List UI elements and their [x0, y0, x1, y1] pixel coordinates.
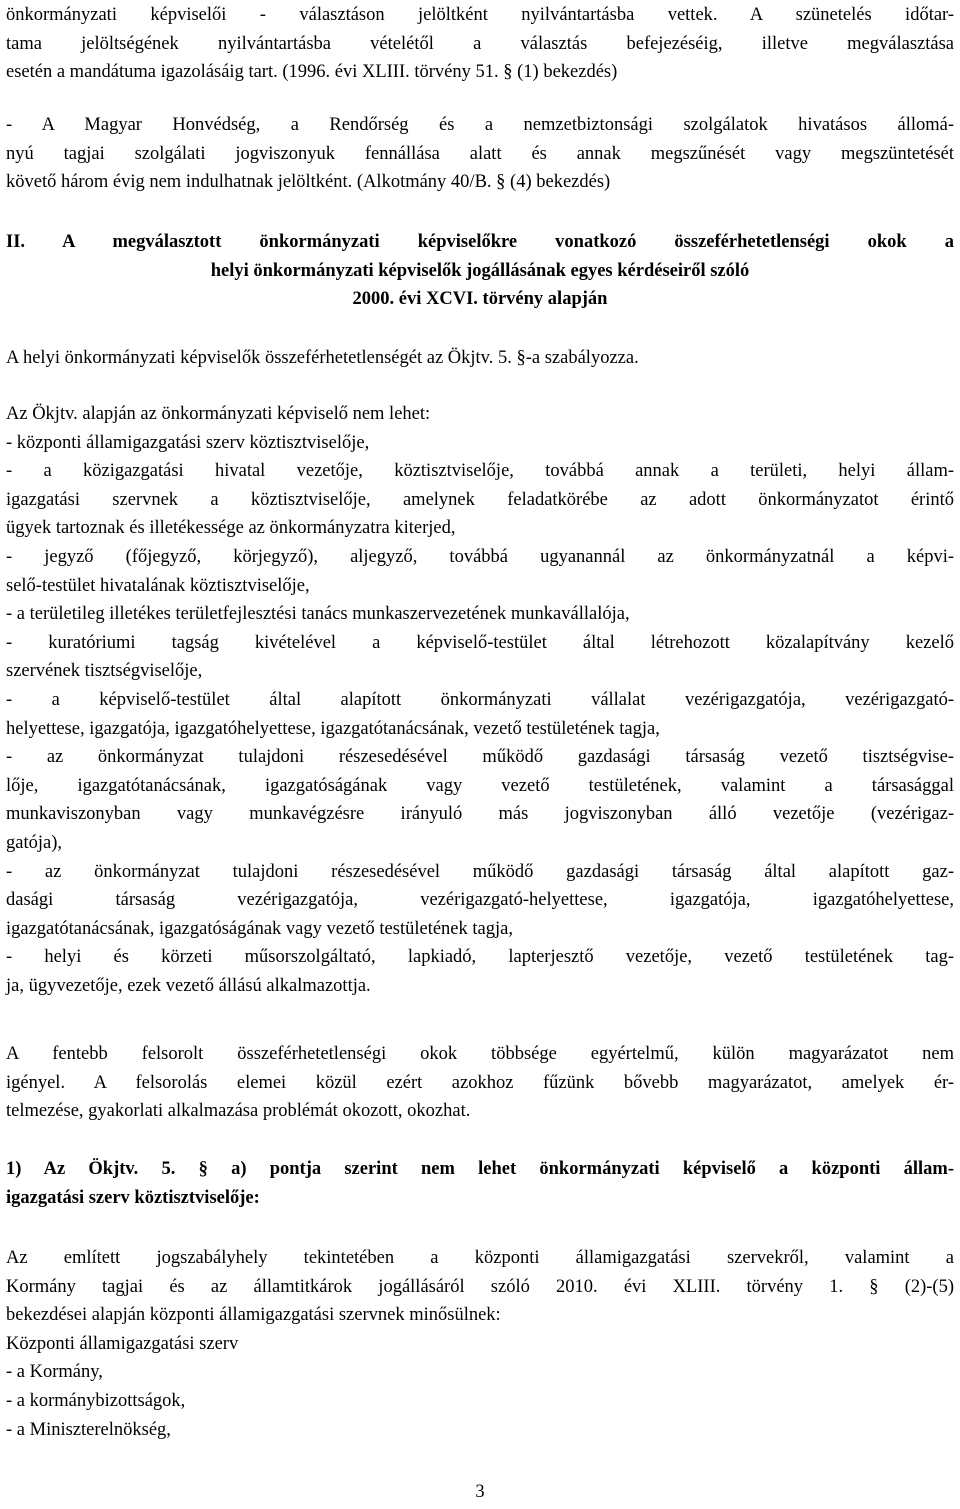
text-line: nyú tagjai szolgálati jogviszonyuk fennállása alatt és annak megszűnését vagy megszüntetését: [6, 143, 954, 164]
list-item: - kuratóriumi tagság kivételével a képviselő-testület által létrehozott közalapítvány kezelő: [6, 632, 954, 653]
list-item: igazgatási szervnek a köztisztviselője, amelynek feladatkörébe az adott önkormányzatot érintő: [6, 489, 954, 510]
intro-paragraph: [6, 1, 954, 87]
honvedseg-paragraph: [6, 111, 954, 197]
text-line: igényel. A felsorolás elemei közül ezért azokhoz fűzünk bővebb magyarázatot, amelyek ér-: [6, 1072, 954, 1093]
list-item: ügyek tartoznak és illetékessége az önkormányzatra kiterjed,: [6, 518, 456, 539]
page-number: 3: [475, 1482, 485, 1502]
list-item: lője, igazgatótanácsának, igazgatóságának vagy vezető testületének, valamint a társasággal: [6, 775, 954, 796]
section-heading: [6, 228, 954, 314]
list-item: - jegyző (főjegyző, körjegyző), aljegyző, továbbá ugyanannál az önkormányzatnál a képvi-: [6, 546, 954, 567]
text-line: bekezdései alapján központi államigazgatási szervnek minősülnek:: [6, 1305, 501, 1326]
list-item: - az önkormányzat tulajdoni részesedésével működő gazdasági társaság által alapított gaz-: [6, 861, 954, 882]
list-item: - a Kormány,: [6, 1362, 103, 1383]
text-line: - A Magyar Honvédség, a Rendőrség és a nemzetbiztonsági szolgálatok hivatásos állomá-: [6, 115, 954, 135]
list-item: - a Miniszterelnökség,: [6, 1419, 171, 1440]
text-line: tama jelöltségének nyilvántartásba vételétől a választás befejezéséig, illetve megválasztása: [6, 33, 954, 54]
list-item: selő-testület hivatalának köztisztviselője,: [6, 575, 310, 596]
list-item: munkaviszonyban vagy munkavégzésre irányuló más jogviszonyban álló vezetője (vezérigaz-: [6, 804, 954, 825]
heading-line: helyi önkormányzati képviselők jogállásának egyes kérdéseiről szóló: [210, 260, 750, 281]
list-item: ja, ügyvezetője, ezek vezető állású alkalmazottja.: [6, 975, 371, 996]
text-line: Központi államigazgatási szerv: [6, 1333, 239, 1354]
list-intro: Az Ökjtv. alapján az önkormányzati képviselő nem lehet:: [6, 404, 431, 424]
heading-line: igazgatási szerv köztisztviselője:: [6, 1187, 260, 1208]
list-item: igazgatótanácsának, igazgatóságának vagy vezető testületének tagja,: [6, 918, 513, 939]
text-line: Kormány tagjai és az államtitkárok jogállásáról szóló 2010. évi XLIII. törvény 1. § (2)-(5): [6, 1276, 954, 1297]
heading-line: II. A megválasztott önkormányzati képviselőkre vonatkozó összeférhetetlenségi okok a: [6, 232, 954, 252]
list-item: - a képviselő-testület által alapított önkormányzati vállalat vezérigazgatója, vezérigazgató-: [6, 689, 954, 710]
text-line: önkormányzati képviselői - választáson jelöltként nyilvántartásba vettek. A szünetelés időtar-: [6, 5, 954, 25]
point-1-body: [6, 1244, 954, 1444]
list-item: - a területileg illetékes területfejlesztési tanács munkaszervezetének munkavállalója,: [6, 604, 630, 625]
incompatibility-list: [6, 400, 954, 1000]
text-line: követő három évig nem indulhatnak jelöltként. (Alkotmány 40/B. § (4) bekezdés): [6, 172, 611, 193]
list-item: - a közigazgatási hivatal vezetője, köztisztviselője, továbbá annak a területi, helyi állam-: [6, 461, 954, 482]
text-line: telmezése, gyakorlati alkalmazása problémát okozott, okozhat.: [6, 1101, 471, 1122]
explanation-paragraph: [6, 1040, 954, 1126]
heading-line: 2000. évi XCVI. törvény alapján: [352, 289, 608, 310]
list-item: - központi államigazgatási szerv köztisztviselője,: [6, 432, 370, 453]
text-line: esetén a mandátuma igazolásáig tart. (1996. évi XLIII. törvény 51. § (1) bekezdés): [6, 62, 618, 83]
list-item: - az önkormányzat tulajdoni részesedésével működő gazdasági társaság vezető tisztségvise-: [6, 747, 954, 768]
text-line: A helyi önkormányzati képviselők összeférhetetlenségét az Ökjtv. 5. §-a szabályozza.: [6, 348, 639, 368]
text-line: Az említett jogszabályhely tekintetében a központi államigazgatási szervekről, valamint a: [6, 1248, 954, 1268]
list-item: gatója),: [6, 832, 62, 853]
point-1-heading: [6, 1155, 954, 1212]
list-item: - helyi és körzeti műsorszolgáltató, lapkiadó, lapterjesztő vezetője, vezető testületének tag-: [6, 947, 954, 968]
list-item: dasági társaság vezérigazgatója, vezérigazgató-helyettese, igazgatója, igazgatóhelyettese,: [6, 890, 954, 911]
list-item: - a kormánybizottságok,: [6, 1390, 186, 1411]
okjtv-reference: [6, 344, 954, 373]
text-line: A fentebb felsorolt összeférhetetlenségi okok többsége egyértelmű, külön magyarázatot nem: [6, 1044, 954, 1064]
list-item: szervének tisztségviselője,: [6, 661, 203, 682]
heading-line: 1) Az Ökjtv. 5. § a) pontja szerint nem lehet önkormányzati képviselő a központi állam-: [6, 1159, 954, 1179]
list-item: helyettese, igazgatója, igazgatóhelyettese, igazgatótanácsának, vezető testületének tagja,: [6, 718, 660, 739]
